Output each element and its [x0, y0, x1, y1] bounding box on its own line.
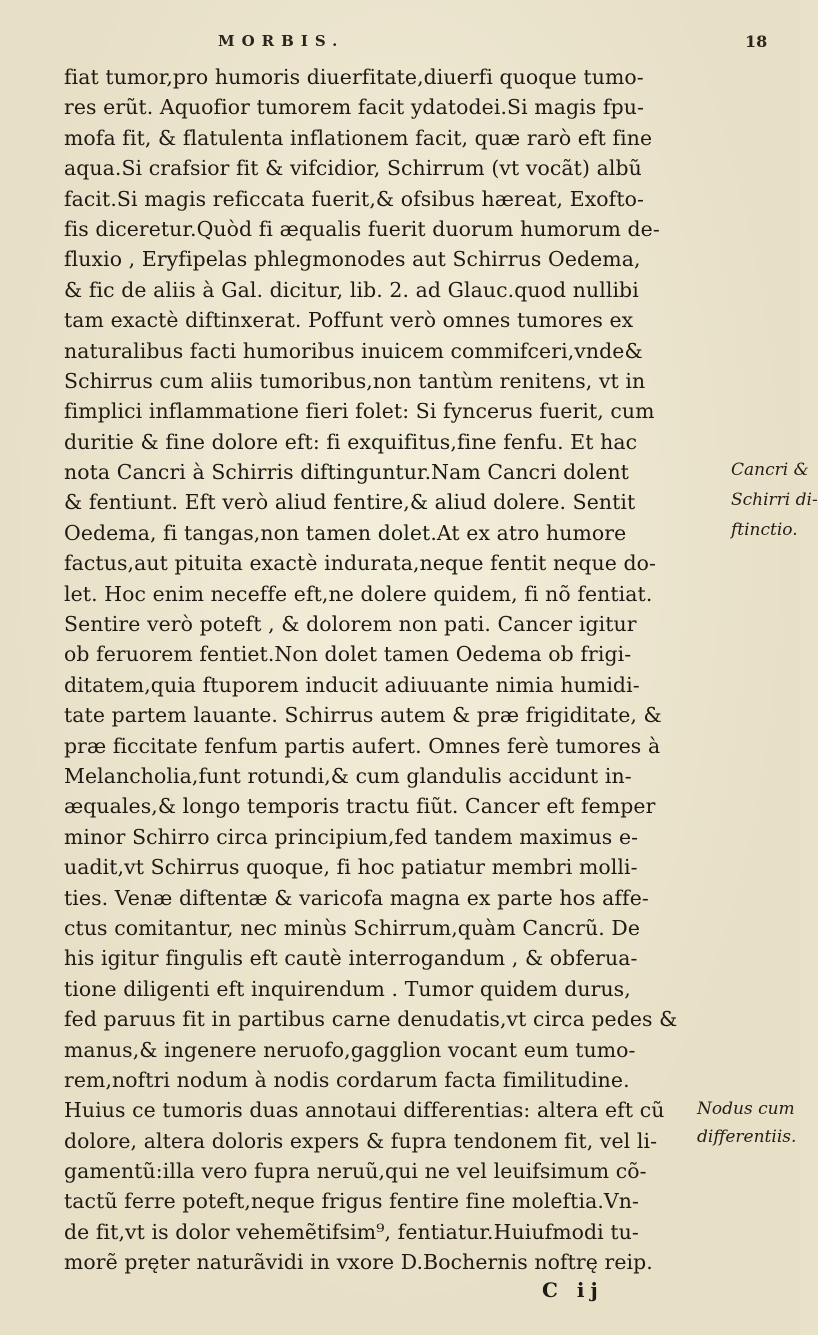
text-line: uadit,vt Schirrus quoque, fi hoc patiatur membri molli- — [64, 855, 638, 880]
margin-note-cancer: Schirri di- — [731, 490, 818, 510]
text-line: his igitur fingulis eft cautè interrogandum , & obferua- — [64, 946, 638, 971]
text-line: Schirrus cum aliis tumoribus,non tantùm renitens, vt in — [64, 368, 646, 393]
text-line: mofa fit, & flatulenta inflationem facit, quæ rarò eft fine — [64, 125, 653, 150]
text-line: ctus comitantur, nec minùs Schirrum,quàm Cancrũ. De — [64, 915, 641, 940]
text-line: Huius ce tumoris duas annotaui differentias: altera eft cũ — [64, 1098, 665, 1123]
text-line: fed paruus fit in partibus carne denudatis,vt circa pedes & — [64, 1007, 678, 1032]
text-line: Oedema, fi tangas,non tamen dolet.At ex atro humore — [64, 520, 627, 545]
text-line: fis diceretur.Quòd fi æqualis fuerit duorum humorum de- — [64, 216, 660, 241]
running-head — [0, 32, 800, 54]
text-line: nota Cancri à Schirris diftinguntur.Nam Cancri dolent — [64, 460, 629, 485]
text-line: res erũt. Aquofior tumorem facit ydatodei.Si magis fpu- — [64, 95, 644, 120]
text-line: tate partem lauante. Schirrus autem & præ frigiditate, & — [64, 703, 662, 728]
text-line: de fit,vt is dolor vehemẽtifsim⁹, fentiatur.Huiufmodi tu- — [64, 1219, 639, 1244]
text-line: fluxio , Eryfipelas phlegmonodes aut Schirrus Oedema, — [64, 247, 641, 272]
page-number: 18 — [745, 32, 768, 51]
text-line: naturalibus facti humoribus inuicem commifceri,vnde& — [64, 338, 643, 363]
margin-note-nodus: differentiis. — [697, 1127, 797, 1147]
margin-note-cancer: Cancri & — [731, 460, 809, 480]
text-line: præ ficcitate fenfum partis aufert. Omnes ferè tumores à — [64, 733, 661, 758]
text-line: Sentire verò poteft , & dolorem non pati. Cancer igitur — [64, 612, 637, 637]
text-line: & fentiunt. Eft verò aliud fentire,& aliud dolere. Sentit — [64, 490, 636, 515]
body-text — [64, 62, 724, 1278]
text-line: manus,& ingenere neruofo,gagglion vocant eum tumo- — [64, 1037, 636, 1062]
text-line: dolore, altera doloris expers & fupra tendonem fit, vel li- — [64, 1128, 658, 1153]
text-line: fimplici inflammatione fieri folet: Si fyncerus fuerit, cum — [64, 399, 655, 424]
margin-note-cancer: ftinctio. — [731, 520, 798, 540]
text-line: gamentũ:illa vero fupra neruũ,qui ne vel leuifsimum cõ- — [64, 1159, 647, 1184]
text-line: ties. Venæ diftentæ & varicofa magna ex parte hos affe- — [64, 885, 649, 910]
text-line: tam exactè diftinxerat. Poffunt verò omnes tumores ex — [64, 308, 634, 333]
margin-note-nodus: Nodus cum — [697, 1099, 795, 1119]
text-line: tione diligenti eft inquirendum . Tumor quidem durus, — [64, 976, 631, 1001]
text-line: ditatem,quia ftuporem inducit adiuuante nimia humidi- — [64, 672, 640, 697]
text-line: rem,noftri nodum à nodis cordarum facta fimilitudine. — [64, 1067, 630, 1092]
text-line: tactũ ferre poteft,neque frigus fentire fine moleftia.Vn- — [64, 1189, 639, 1214]
text-line: Melancholia,funt rotundi,& cum glandulis accidunt in- — [64, 763, 632, 788]
text-line: minor Schirro circa principium,fed tandem maximus e- — [64, 824, 639, 849]
text-line: & fic de aliis à Gal. dicitur, lib. 2. ad Glauc.quod nullibi — [64, 277, 639, 302]
text-line: aqua.Si crafsior fit & vifcidior, Schirrum (vt vocãt) albũ — [64, 156, 642, 181]
text-line: ob feruorem fentiet.Non dolet tamen Oedema ob frigi- — [64, 642, 632, 667]
text-line: let. Hoc enim neceffe eft,ne dolere quidem, fi nõ fentiat. — [64, 581, 653, 606]
text-line: æquales,& longo temporis tractu fiũt. Cancer eft femper — [64, 794, 656, 819]
running-title: MORBIS. — [218, 32, 345, 50]
text-line: factus,aut pituita exactè indurata,neque fentit neque do- — [64, 551, 656, 576]
text-line: morẽ pręter naturãvidi in vxore D.Bochernis noftrę reip. — [64, 1250, 653, 1275]
text-line: facit.Si magis reficcata fuerit,& ofsibus hæreat, Exofto- — [64, 186, 644, 211]
text-line: duritie & fine dolore eft: fi exquifitus,fine fenfu. Et hac — [64, 429, 638, 454]
signature-mark: C ij — [542, 1278, 604, 1302]
text-line: fiat tumor,pro humoris diuerfitate,diuerfi quoque tumo- — [64, 65, 644, 89]
